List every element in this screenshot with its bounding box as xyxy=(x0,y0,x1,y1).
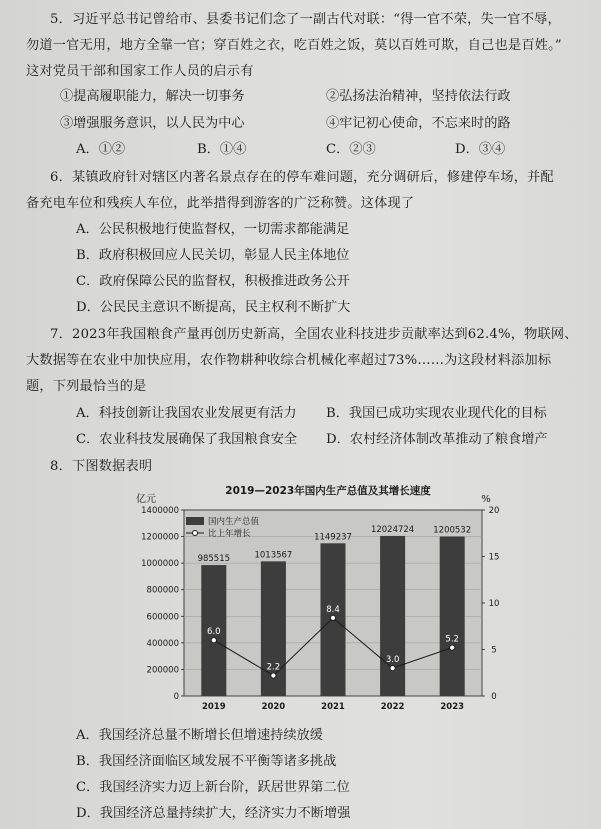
x-tick-label: 2021 xyxy=(321,702,345,712)
growth-point xyxy=(330,615,335,620)
legend-line-label: 比上年增长 xyxy=(208,529,251,539)
q5-item-1: ①提高履职能力，解决一切事务 xyxy=(60,89,245,104)
q5-stem-line2: 勿道一官无用，地方全靠一官；穿百姓之衣，吃百姓之饭，莫以百姓可欺，自己也是百姓。” xyxy=(26,38,562,53)
q7-choice-c[interactable]: C．农业科技发展确保了我国粮食安全 xyxy=(76,432,298,447)
q8-choice-c[interactable]: C．我国经济实力迈上新台阶，跃居世界第二位 xyxy=(76,780,350,795)
x-tick-label: 2019 xyxy=(201,702,226,712)
q5-item-2: ②弘扬法治精神，坚持依法行政 xyxy=(326,89,511,104)
y-left-tick-label: 1200000 xyxy=(141,532,179,543)
y-axis-left-label: 亿元 xyxy=(136,494,156,505)
y-left-tick-label: 800000 xyxy=(146,585,179,596)
q6-choice-b[interactable]: B．政府积极回应人民关切，彰显人民主体地位 xyxy=(76,248,350,263)
y-right-tick-label: 0 xyxy=(491,692,497,702)
growth-point-label: 8.4 xyxy=(326,604,340,615)
q5-item-3: ③增强服务意识，以人民为中心 xyxy=(60,116,245,131)
q5-item-4: ④牢记初心使命，不忘来时的路 xyxy=(326,116,511,131)
y-left-tick-label: 400000 xyxy=(146,638,179,649)
q6-stem-line1: 6．某镇政府针对辖区内著名景点存在的停车难问题，充分调研后，修建停车场，并配 xyxy=(50,170,554,185)
chart-title: 2019—2023年国内生产总值及其增长速度 xyxy=(225,485,431,497)
q6-choice-d[interactable]: D．公民民主意识不断提高，民主权利不断扩大 xyxy=(76,300,351,315)
gdp-bar-label: 1200532 xyxy=(433,525,472,536)
q5-choice-d[interactable]: D．③④ xyxy=(455,142,506,157)
q5-stem-line1: 5．习近平总书记曾给市、县委书记们念了一副古代对联：“得一官不荣，失一官不辱， xyxy=(50,12,561,27)
q7-stem-line2: 大数据等在农业中加快应用，农作物耕种收综合机械化率超过73%……为这段材料添加标 xyxy=(26,353,552,368)
growth-point xyxy=(390,666,395,671)
y-left-tick-label: 1400000 xyxy=(141,506,179,516)
y-left-tick-label: 200000 xyxy=(146,665,179,676)
gdp-bar-label: 1013567 xyxy=(254,550,293,561)
growth-point-label: 2.2 xyxy=(266,662,281,673)
gdp-chart xyxy=(118,480,498,720)
gdp-bar-label: 12024724 xyxy=(370,524,415,535)
x-tick-label: 2023 xyxy=(440,702,465,712)
gdp-bar xyxy=(440,537,465,696)
y-axis-right-label: % xyxy=(481,494,491,505)
q5-choice-a[interactable]: A．①② xyxy=(76,142,126,157)
y-right-tick-label: 10 xyxy=(488,599,500,609)
y-right-tick-label: 15 xyxy=(488,552,500,563)
q6-stem-line2: 备充电车位和残疾人车位，此举措得到游客的广泛称赞。这体现了 xyxy=(26,196,415,211)
growth-point-label: 3.0 xyxy=(385,655,400,666)
legend-line-marker xyxy=(193,531,198,536)
x-tick-label: 2020 xyxy=(261,702,286,712)
q7-choice-b[interactable]: B．我国已成功实现农业现代化的目标 xyxy=(326,406,547,421)
gdp-bar-label: 1149237 xyxy=(314,532,352,543)
growth-point xyxy=(450,645,455,650)
q6-choice-c[interactable]: C．政府保障公民的监督权，积极推进政务公开 xyxy=(76,274,350,289)
legend-bar-swatch xyxy=(186,517,204,525)
q5-stem-line3: 这对党员干部和国家工作人员的启示有 xyxy=(26,64,254,79)
q5-choice-b[interactable]: B．①④ xyxy=(197,142,247,157)
legend-bar-label: 国内生产总值 xyxy=(208,517,260,527)
q7-choice-d[interactable]: D．农村经济体制改革推动了粮食增产 xyxy=(326,432,548,447)
q7-stem-line1: 7．2023年我国粮食产量再创历史新高，全国农业科技进步贡献率达到62.4%，物联网、 xyxy=(50,327,578,342)
y-right-tick-label: 20 xyxy=(488,506,500,516)
growth-point xyxy=(211,638,216,643)
q6-choice-a[interactable]: A．公民积极地行使监督权，一切需求都能满足 xyxy=(76,222,350,237)
growth-point-label: 5.2 xyxy=(445,634,459,645)
y-left-tick-label: 600000 xyxy=(146,612,179,623)
growth-point xyxy=(271,673,276,678)
q8-stem: 8．下图数据表明 xyxy=(50,459,153,474)
y-left-tick-label: 1000000 xyxy=(141,559,179,570)
q8-choice-d[interactable]: D．我国经济总量持续扩大，经济实力不断增强 xyxy=(76,806,351,821)
y-left-tick-label: 0 xyxy=(173,692,179,702)
y-right-tick-label: 5 xyxy=(491,645,497,656)
gdp-chart-svg xyxy=(118,480,498,720)
gdp-bar-label: 985515 xyxy=(197,554,231,565)
q7-stem-line3: 题，下列最恰当的是 xyxy=(26,379,147,394)
growth-point-label: 6.0 xyxy=(207,627,221,638)
gdp-bar xyxy=(380,536,405,696)
x-tick-label: 2022 xyxy=(380,702,405,712)
q5-choice-c[interactable]: C．②③ xyxy=(326,142,376,157)
q7-choice-a[interactable]: A．科技创新让我国农业发展更有活力 xyxy=(76,406,297,421)
q8-choice-a[interactable]: A．我国经济总量不断增长但增速持续放缓 xyxy=(76,728,323,743)
q8-choice-b[interactable]: B．我国经济面临区域发展不平衡等诸多挑战 xyxy=(76,754,337,769)
